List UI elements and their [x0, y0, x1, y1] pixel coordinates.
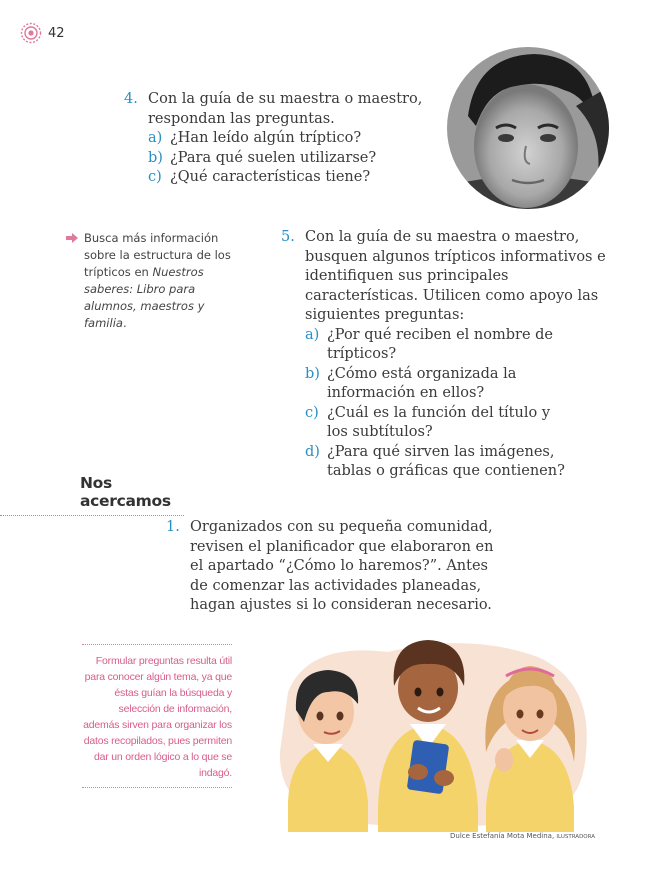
question-5-sub-a: a) ¿Por qué reciben el nombre de trípticos? [305, 326, 554, 362]
question-4-sub-c: c) ¿Qué características tiene? [148, 169, 371, 185]
question-5 [281, 228, 616, 482]
pink-note [82, 644, 232, 788]
question-5-sub-b: b) ¿Cómo está organizada la información en ellos? [305, 365, 517, 401]
pink-note-bottom-rule [82, 787, 232, 788]
page-number: 42 [48, 25, 65, 41]
question-5-sub-c: c) ¿Cuál es la función del título y los subtítulos? [305, 404, 551, 440]
arrow-icon [66, 233, 78, 243]
sidenote-text: Busca más información sobre la estructura de los trípticos en [84, 231, 231, 279]
page-header [20, 22, 65, 44]
question-5-sub-d: d) ¿Para qué sirven las imágenes, tablas o gráficas que contienen? [305, 443, 565, 479]
question-5-number: 5. [281, 229, 295, 245]
sidenote: Busca más información sobre la estructura de los trípticos en Nuestros saberes: Libro para alumnos, maestros y familia. [66, 230, 241, 332]
question-4-sub-b: b) ¿Para qué suelen utilizarse? [148, 149, 377, 166]
sidenote-book-title: Nuestros saberes: Libro para alumnos, maestros y familia [84, 265, 205, 330]
illustrator-credit: Dulce Estefanía Mota Medina, ILUSTRADORA [450, 832, 595, 840]
students-illustration [268, 632, 598, 832]
question-4-number: 4. [124, 91, 138, 107]
student-portrait-photo [446, 46, 610, 210]
question-1-text: Organizados con su pequeña comunidad, revisen el planificador que elaboraron en el apartado “¿Cómo lo haremos?”. Antes de comenzar las actividades planeadas, hagan ajustes si lo consideran necesario. [190, 519, 494, 613]
section-header [0, 474, 184, 516]
question-4-sub-a: a) ¿Han leído algún tríptico? [148, 130, 362, 146]
section-rule [0, 515, 184, 516]
question-4 [124, 90, 424, 188]
pink-note-top-rule [82, 644, 232, 645]
pink-note-text: Formular preguntas resulta útil para conocer algún tema, ya que éstas guían la búsqueda y selección de información, además sirven para organizar los datos recopilados, pues permiten dar un orden lógico a lo que se indagó. [83, 655, 232, 779]
question-5-text: Con la guía de su maestra o maestro, busquen algunos trípticos informativos e identifiquen sus principales características. Utilicen como apoyo las siguientes preguntas: [305, 229, 606, 323]
section-title: Nos acercamos [80, 474, 171, 510]
question-4-text: Con la guía de su maestra o maestro, respondan las preguntas. [148, 91, 423, 127]
question-1-number: 1. [166, 519, 180, 535]
question-1 [166, 518, 506, 616]
page-ornament-icon [20, 22, 42, 44]
